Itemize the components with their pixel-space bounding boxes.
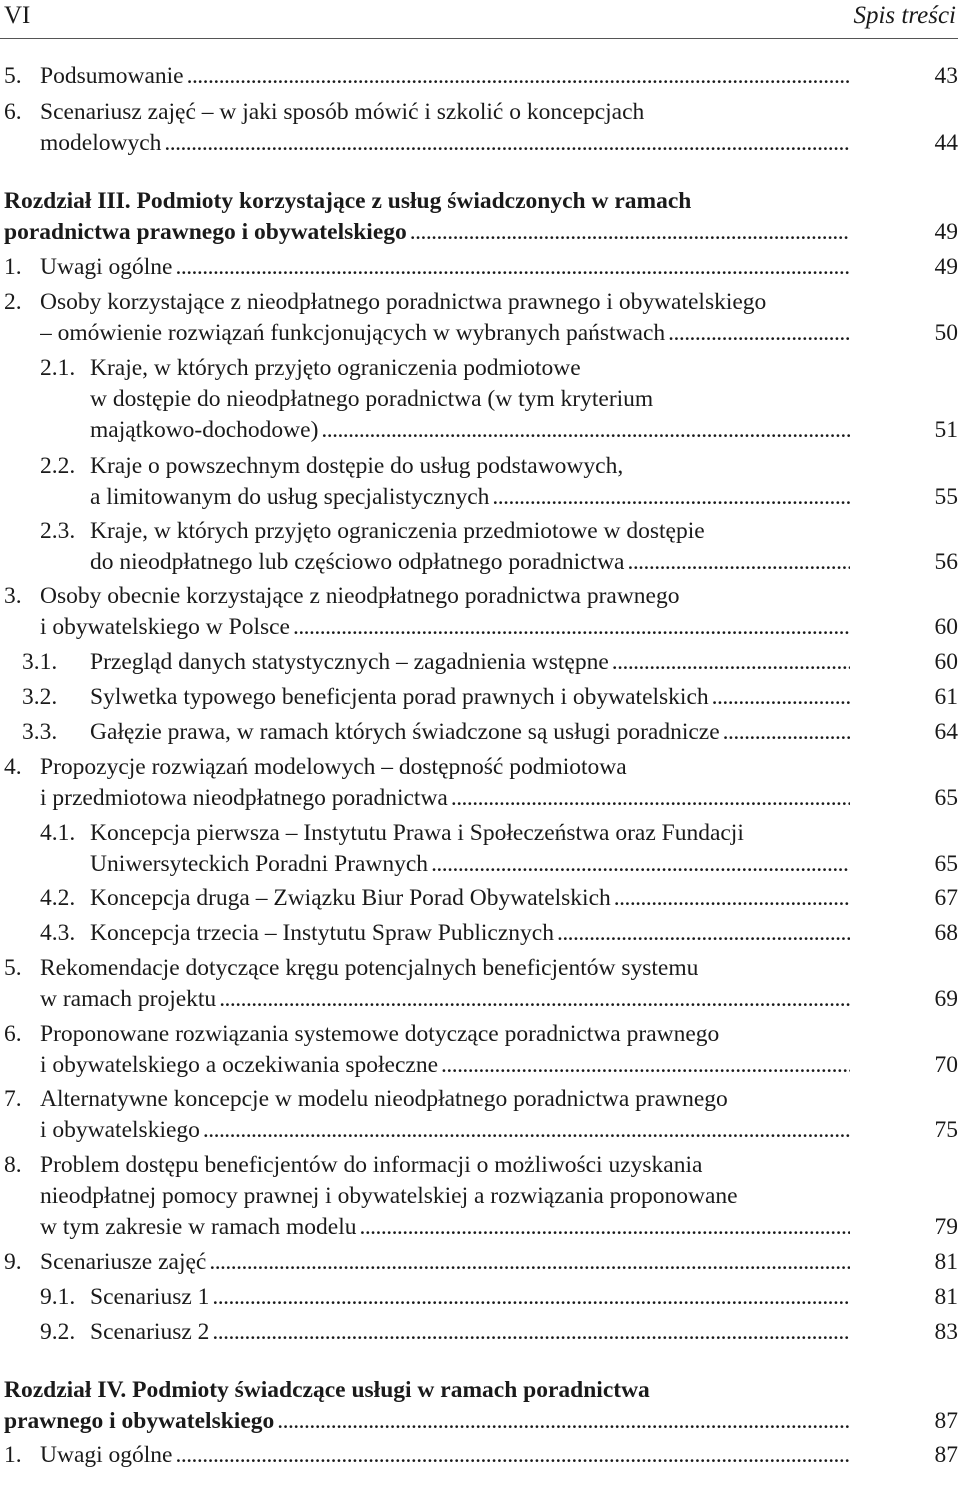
toc-entry-number: 1.: [4, 1442, 22, 1468]
toc-entry-number: 4.1.: [40, 820, 76, 846]
toc-entry[interactable]: [0, 353, 960, 446]
toc-entry-page: 87: [934, 1442, 958, 1468]
toc-entry-page: 75: [934, 1117, 958, 1143]
toc-entry-page: 67: [934, 885, 958, 911]
toc-entry-title: majątkowo-dochodowe): [90, 417, 319, 443]
dot-leader: [441, 1050, 850, 1081]
toc-entry-number: 9.2.: [40, 1319, 76, 1345]
toc-entry-title: Koncepcja trzecia – Instytutu Spraw Publicznych: [90, 920, 554, 946]
toc-entry[interactable]: [0, 682, 960, 713]
toc-entry-page: 69: [934, 986, 958, 1012]
section-title: Spis treści: [853, 2, 956, 29]
toc-entry-page: 65: [934, 785, 958, 811]
toc-entry[interactable]: [0, 1247, 960, 1278]
toc-entry-page: 43: [934, 63, 958, 89]
toc-entry-title: Koncepcja druga – Związku Biur Porad Obywatelskich: [90, 885, 611, 911]
toc-entry-number: 2.2.: [40, 453, 76, 479]
toc-entry-number: 6.: [4, 99, 22, 125]
dot-leader: [212, 1282, 850, 1313]
toc-entry-page: 60: [934, 649, 958, 675]
dot-leader: [712, 682, 850, 713]
dot-leader: [176, 252, 851, 283]
toc-entry[interactable]: [0, 1084, 960, 1146]
dot-leader: [209, 1247, 850, 1278]
toc-entry[interactable]: [0, 186, 960, 248]
toc-entry-number: 8.: [4, 1152, 22, 1178]
toc-entry-number: 2.: [4, 289, 22, 315]
toc-entry-page: 55: [934, 484, 958, 510]
toc-entry[interactable]: [0, 252, 960, 283]
toc-entry[interactable]: [0, 1150, 960, 1243]
toc-entry-page: 79: [934, 1214, 958, 1240]
toc-entry-page: 61: [934, 684, 958, 710]
toc-entry-title: w tym zakresie w ramach modelu: [40, 1214, 357, 1240]
dot-leader: [359, 1212, 850, 1243]
toc-entry-title: – omówienie rozwiązań funkcjonujących w wybranych państwach: [40, 320, 666, 346]
dot-leader: [557, 918, 850, 949]
toc-entry-number: 9.: [4, 1249, 22, 1275]
toc-entry[interactable]: [0, 883, 960, 914]
dot-leader: [164, 128, 850, 159]
dot-leader: [492, 482, 850, 513]
dot-leader: [212, 1317, 850, 1348]
toc-entry-number: 6.: [4, 1021, 22, 1047]
toc-entry-title: Przegląd danych statystycznych – zagadnienia wstępne: [90, 649, 609, 675]
toc-entry-title: w dostępie do nieodpłatnego poradnictwa (w tym kryterium: [90, 386, 654, 412]
toc-entry[interactable]: [0, 818, 960, 880]
dot-leader: [451, 783, 850, 814]
dot-leader: [277, 1406, 850, 1437]
toc-entry-number: 3.: [4, 583, 22, 609]
toc-entry-title: Uwagi ogólne: [40, 254, 173, 280]
toc-entry-title: Rozdział III. Podmioty korzystające z usług świadczonych w ramach: [4, 188, 692, 214]
dot-leader: [668, 318, 850, 349]
toc-entry-title: modelowych: [40, 130, 162, 156]
toc-entry[interactable]: [0, 516, 960, 578]
toc-entry-title: Scenariusze zajęć: [40, 1249, 207, 1275]
toc-entry-title: Scenariusz zajęć – w jaki sposób mówić i szkolić o koncepcjach: [40, 99, 645, 125]
dot-leader: [723, 717, 850, 748]
toc-entry-page: 60: [934, 614, 958, 640]
toc-entry-number: 2.1.: [40, 355, 76, 381]
toc-entry-number: 7.: [4, 1086, 22, 1112]
page-number: VI: [4, 2, 31, 29]
toc-entry[interactable]: [0, 287, 960, 349]
toc-entry[interactable]: [0, 1375, 960, 1437]
toc-entry-page: 70: [934, 1052, 958, 1078]
dot-leader: [612, 647, 850, 678]
toc-entry[interactable]: [0, 953, 960, 1015]
toc-entry-title: w ramach projektu: [40, 986, 217, 1012]
toc-entry-title: i obywatelskiego a oczekiwania społeczne: [40, 1052, 439, 1078]
toc-entry-number: 4.: [4, 754, 22, 780]
toc-entry-title: i przedmiotowa nieodpłatnego poradnictwa: [40, 785, 448, 811]
toc-entry-number: 1.: [4, 254, 22, 280]
toc-entry-title: Osoby obecnie korzystające z nieodpłatnego poradnictwa prawnego: [40, 583, 680, 609]
toc-entry-number: 5.: [4, 63, 22, 89]
toc-entry-page: 50: [934, 320, 958, 346]
toc-entry-title: nieodpłatnej pomocy prawnej i obywatelskiej a rozwiązania proponowane: [40, 1183, 738, 1209]
toc-entry-title: i obywatelskiego: [40, 1117, 200, 1143]
toc-entry-number: 9.1.: [40, 1284, 76, 1310]
toc-entry[interactable]: [0, 1440, 960, 1471]
toc-entry-page: 65: [934, 851, 958, 877]
toc-entry-title: Scenariusz 2: [90, 1319, 210, 1345]
toc-entry-title: Osoby korzystające z nieodpłatnego poradnictwa prawnego i obywatelskiego: [40, 289, 767, 315]
dot-leader: [219, 984, 850, 1015]
toc-entry-title: poradnictwa prawnego i obywatelskiego: [4, 219, 407, 245]
dot-leader: [614, 883, 850, 914]
toc-entry-title: Kraje, w których przyjęto ograniczenia przedmiotowe w dostępie: [90, 518, 705, 544]
toc-entry-number: 5.: [4, 955, 22, 981]
toc-entry-page: 49: [934, 219, 958, 245]
toc-entry[interactable]: [0, 97, 960, 159]
toc-entry-title: prawnego i obywatelskiego: [4, 1408, 275, 1434]
dot-leader: [203, 1115, 850, 1146]
toc-entry[interactable]: [0, 717, 960, 748]
dot-leader: [431, 849, 850, 880]
toc-entry-page: 83: [934, 1319, 958, 1345]
toc-entry-page: 64: [934, 719, 958, 745]
toc-entry-title: Koncepcja pierwsza – Instytutu Prawa i Społeczeństwa oraz Fundacji: [90, 820, 744, 846]
dot-leader: [293, 612, 850, 643]
toc-entry[interactable]: [0, 451, 960, 513]
toc-entry-page: 49: [934, 254, 958, 280]
toc-entry-title: Rekomendacje dotyczące kręgu potencjalnych beneficjentów systemu: [40, 955, 699, 981]
toc-entry-number: 3.2.: [22, 684, 58, 710]
dot-leader: [176, 1440, 851, 1471]
toc-entry-page: 68: [934, 920, 958, 946]
toc-entry-number: 2.3.: [40, 518, 76, 544]
toc-entry[interactable]: [0, 918, 960, 949]
toc-entry-title: Kraje, w których przyjęto ograniczenia podmiotowe: [90, 355, 581, 381]
toc-entry-title: Propozycje rozwiązań modelowych – dostępność podmiotowa: [40, 754, 627, 780]
toc-entry-title: Sylwetka typowego beneficjenta porad prawnych i obywatelskich: [90, 684, 709, 710]
toc-entry[interactable]: [0, 1282, 960, 1313]
toc-entry[interactable]: [0, 61, 960, 92]
toc-entry-page: 51: [934, 417, 958, 443]
toc-entry-title: Problem dostępu beneficjentów do informacji o możliwości uzyskania: [40, 1152, 703, 1178]
toc-entry-page: 44: [934, 130, 958, 156]
dot-leader: [321, 415, 850, 446]
toc-entry-title: do nieodpłatnego lub częściowo odpłatnego poradnictwa: [90, 549, 625, 575]
toc-entry-page: 81: [934, 1284, 958, 1310]
toc-entry-title: Scenariusz 1: [90, 1284, 210, 1310]
toc-entry[interactable]: [0, 647, 960, 678]
toc-entry-title: Rozdział IV. Podmioty świadczące usługi w ramach poradnictwa: [4, 1377, 650, 1403]
toc-entry-title: Proponowane rozwiązania systemowe dotyczące poradnictwa prawnego: [40, 1021, 720, 1047]
toc-entry-title: Uwagi ogólne: [40, 1442, 173, 1468]
dot-leader: [627, 547, 850, 578]
toc-entry-title: Kraje o powszechnym dostępie do usług podstawowych,: [90, 453, 624, 479]
toc-entry[interactable]: [0, 1019, 960, 1081]
toc-entry-title: Alternatywne koncepcje w modelu nieodpłatnego poradnictwa prawnego: [40, 1086, 728, 1112]
toc-entry-title: Uniwersyteckich Poradni Prawnych: [90, 851, 429, 877]
toc-entry-number: 4.2.: [40, 885, 76, 911]
toc-entry-page: 56: [934, 549, 958, 575]
toc-entry-title: Gałęzie prawa, w ramach których świadczone są usługi poradnicze: [90, 719, 720, 745]
running-header: [0, 0, 958, 39]
toc-entry-number: 3.1.: [22, 649, 58, 675]
toc-entry-title: a limitowanym do usług specjalistycznych: [90, 484, 490, 510]
toc-entry-title: i obywatelskiego w Polsce: [40, 614, 290, 640]
dot-leader: [187, 61, 850, 92]
toc-entry[interactable]: [0, 1317, 960, 1348]
toc-entry-page: 87: [934, 1408, 958, 1434]
toc-entry[interactable]: [0, 581, 960, 643]
toc-entry-page: 81: [934, 1249, 958, 1275]
toc-entry-number: 3.3.: [22, 719, 58, 745]
dot-leader: [410, 217, 850, 248]
toc-entry[interactable]: [0, 752, 960, 814]
toc-entry-number: 4.3.: [40, 920, 76, 946]
toc-entry-title: Podsumowanie: [40, 63, 184, 89]
